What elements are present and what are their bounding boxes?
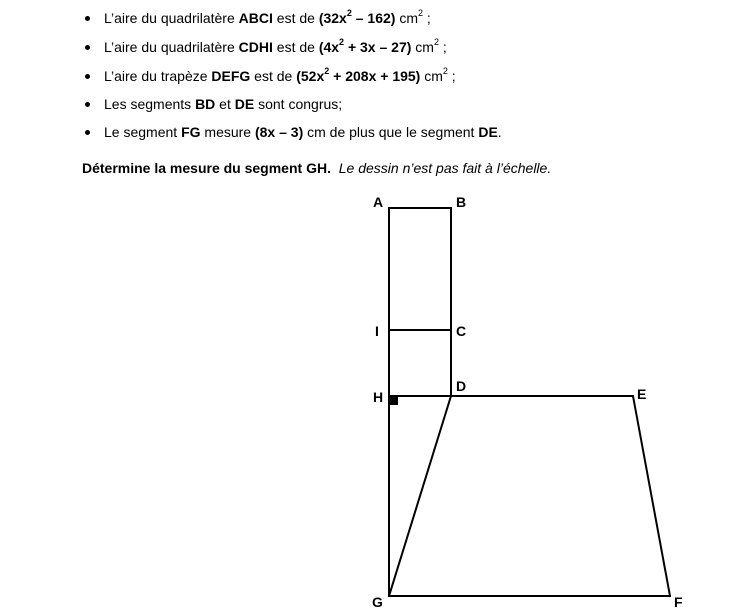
condition-text: L’aire du quadrilatère [104, 10, 239, 26]
condition-cdhi-area: L’aire du quadrilatère CDHI est de $(4x^2 + 3x - 27)$ $cm^2$ ; [104, 38, 447, 56]
area-expression: $(32x^2 - 162)$ [318, 8, 396, 26]
unit-exponent: 2 [442, 66, 448, 77]
trapezoid-name: DEFG [211, 68, 251, 84]
unit: cm [420, 68, 443, 84]
point-label-i: I [375, 323, 379, 339]
unit-exponent: 2 [433, 37, 439, 48]
unit-exponent: 2 [418, 8, 424, 19]
quad-name: CDHI [238, 39, 273, 55]
length-expression: (8x – 3) [254, 124, 304, 140]
point-label-a: A [373, 194, 384, 210]
point-label-c: C [456, 323, 467, 339]
area-expression: $(4x^2 + 3x - 27)$ [318, 37, 412, 55]
condition-abci-area: L’aire du quadrilatère ABCI est de $(32x^2 - 162)$ $cm^2$ ; [104, 9, 431, 27]
point-label-g: G [372, 594, 383, 608]
condition-text: L’aire du quadrilatère [104, 39, 239, 55]
unit: cm [411, 39, 434, 55]
condition-text: mesure [200, 124, 255, 140]
point-label-e: E [637, 386, 647, 402]
segment-name: BD [195, 96, 216, 112]
point-label-d: D [456, 378, 467, 394]
condition-text: est de [250, 68, 297, 84]
condition-fg-length: Le segment FG mesure (8x – 3) cm de plus que le segment DE. [104, 123, 502, 141]
condition-defg-area: L’aire du trapèze DEFG est de $(52x^2 + 208x + 195)$ $cm^2$ ; [104, 67, 456, 85]
condition-text: Les segments [104, 96, 196, 112]
unit: cm [395, 10, 419, 26]
right-angle-marker [390, 397, 398, 405]
point-label-f: F [674, 594, 683, 608]
segment-ef [633, 396, 670, 596]
condition-text: est de [272, 39, 319, 55]
segment-dg [389, 396, 451, 596]
condition-text: cm de plus que le segment [303, 124, 479, 140]
segment-name: DE [234, 96, 255, 112]
segment-name: FG [181, 124, 201, 140]
condition-text: Le segment [104, 124, 182, 140]
quad-name: ABCI [238, 10, 273, 26]
condition-text: L’aire du trapèze [104, 68, 212, 84]
segment-name: DE [478, 124, 498, 140]
point-label-h: H [373, 389, 384, 405]
condition-text: et [215, 96, 235, 112]
scale-note: Le dessin n’est pas fait à l’échelle. [338, 160, 552, 176]
condition-text: sont congrus; [254, 96, 343, 112]
condition-text: est de [272, 10, 319, 26]
point-label-b: B [456, 194, 467, 210]
area-expression: $(52x^2 + 208x + 195)$ [296, 66, 421, 84]
question-text: Détermine la mesure du segment GH. [82, 160, 331, 176]
